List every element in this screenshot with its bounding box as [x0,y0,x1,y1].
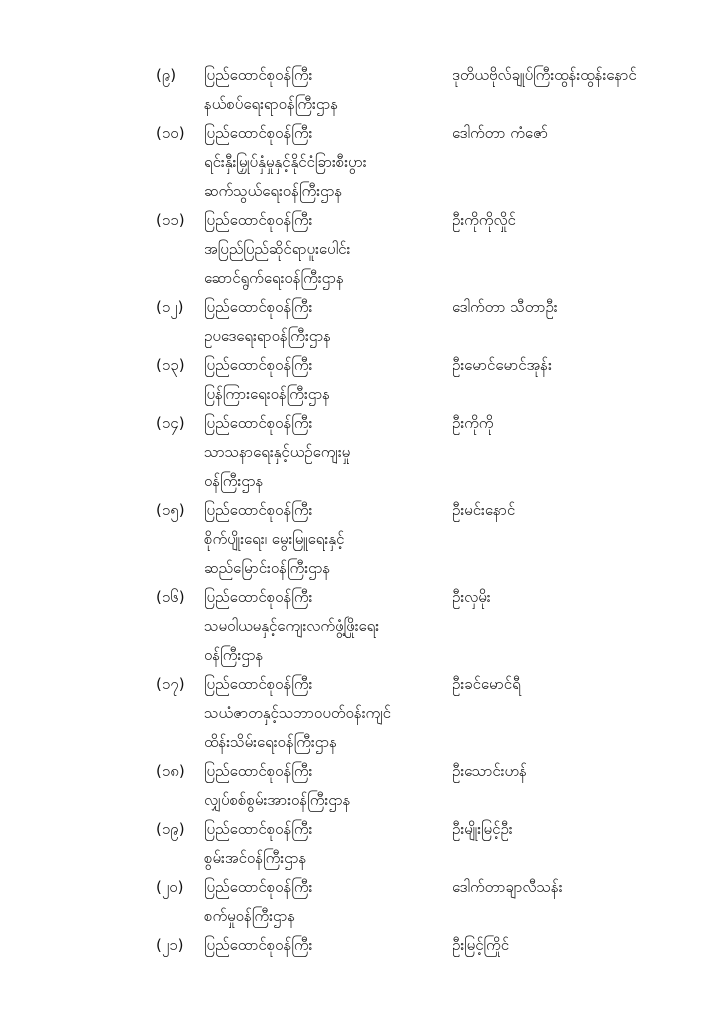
minister-name: ဦးလှမိုး [452,588,491,606]
entry-header-line [0,410,724,439]
minister-entry [0,62,724,120]
minister-name: ဦးကိုကိုလှိုင် [452,211,516,229]
minister-name: ဒုတိယဗိုလ်ချုပ်ကြီးထွန်းထွန်းနောင် [452,66,637,84]
ministry-name: စွမ်းအင်ဝန်ကြီးဌာန [204,849,307,867]
entry-header-line [0,207,724,236]
ministry-name: လျှပ်စစ်စွမ်းအားဝန်ကြီးဌာန [204,791,351,809]
entry-header-line [0,874,724,903]
ministry-line [0,439,724,468]
ministry-line [0,729,724,758]
entry-header-line [0,671,724,700]
post-title: ပြည်ထောင်စုဝန်ကြီး [204,414,313,432]
minister-name: ဒေါက်တာ သီတာဦး [452,298,558,316]
entry-number: (၁၂) [156,298,184,316]
minister-entry [0,932,724,961]
minister-entry [0,816,724,874]
ministry-line [0,236,724,265]
ministry-name: သမဝါယမနှင့်ကျေးလက်ဖွံ့ဖြိုးရေး [204,617,380,635]
ministry-name: သယံဇာတနှင့်သဘာဝပတ်ဝန်းကျင် [204,704,391,722]
post-title: ပြည်ထောင်စုဝန်ကြီး [204,356,313,374]
post-title: ပြည်ထောင်စုဝန်ကြီး [204,501,313,519]
minister-name: ဦးခင်မောင်ရီ [452,675,521,693]
minister-entry [0,207,724,294]
entry-number: (၁၄) [156,414,185,432]
ministry-line [0,555,724,584]
minister-list [0,62,724,961]
ministry-name: စက်မှုဝန်ကြီးဌာန [204,907,296,925]
entry-number: (၁၆) [156,588,185,606]
minister-entry [0,294,724,352]
entry-number: (၁၈) [156,762,185,780]
ministry-line [0,845,724,874]
ministry-line [0,642,724,671]
minister-entry [0,410,724,497]
post-title: ပြည်ထောင်စုဝန်ကြီး [204,820,313,838]
minister-name: ဒေါက်တာချာလီသန်း [452,878,563,896]
minister-entry [0,671,724,758]
entry-header-line [0,758,724,787]
minister-entry [0,497,724,584]
minister-entry [0,584,724,671]
entry-number: (၂၁) [156,936,184,954]
minister-name: ဒေါက်တာ ကံဇော် [452,124,549,142]
ministry-name: ဆက်သွယ်ရေးဝန်ကြီးဌာန [204,182,343,200]
entry-number: (၁၁) [156,211,185,229]
post-title: ပြည်ထောင်စုဝန်ကြီး [204,878,313,896]
ministry-line [0,468,724,497]
post-title: ပြည်ထောင်စုဝန်ကြီး [204,588,313,606]
ministry-name: သာသနာရေးနှင့်ယဉ်ကျေးမှု [204,443,351,461]
entry-number: (၁၅) [156,501,185,519]
entry-header-line [0,932,724,961]
ministry-name: ဥပဒေရေးရာဝန်ကြီးဌာန [204,327,332,345]
ministry-line [0,91,724,120]
post-title: ပြည်ထောင်စုဝန်ကြီး [204,124,313,142]
ministry-line [0,903,724,932]
post-title: ပြည်ထောင်စုဝန်ကြီး [204,675,313,693]
post-title: ပြည်ထောင်စုဝန်ကြီး [204,298,313,316]
entry-number: (၂၀) [156,878,184,896]
minister-name: ဦးကိုကို [452,414,494,432]
entry-header-line [0,816,724,845]
entry-number: (၁၃) [156,356,185,374]
post-title: ပြည်ထောင်စုဝန်ကြီး [204,762,313,780]
minister-name: ဦးမောင်မောင်အုန်း [452,356,552,374]
minister-entry [0,758,724,816]
entry-number: (၁၇) [156,675,185,693]
ministry-name: ဝန်ကြီးဌာန [204,472,264,490]
entry-header-line [0,497,724,526]
ministry-line [0,381,724,410]
ministry-name: အပြည်ပြည်ဆိုင်ရာပူးပေါင်း [204,240,351,258]
post-title: ပြည်ထောင်စုဝန်ကြီး [204,211,313,229]
minister-entry [0,874,724,932]
minister-name: ဦးမျိုးမြင့်ဦး [452,820,513,838]
ministry-line [0,526,724,555]
entry-number: (၁၉) [156,820,185,838]
post-title: ပြည်ထောင်စုဝန်ကြီး [204,66,313,84]
ministry-name: ပြန်ကြားရေးဝန်ကြီးဌာန [204,385,331,403]
entry-header-line [0,352,724,381]
entry-header-line [0,62,724,91]
ministry-name: ဆည်မြောင်းဝန်ကြီးဌာန [204,559,331,577]
entry-header-line [0,584,724,613]
entry-header-line [0,294,724,323]
ministry-line [0,700,724,729]
entry-number: (၉) [156,66,177,84]
ministry-name: ထိန်းသိမ်းရေးဝန်ကြီးဌာန [204,733,337,751]
ministry-name: ဆောင်ရွက်ရေးဝန်ကြီးဌာန [204,269,344,287]
ministry-line [0,178,724,207]
minister-entry [0,120,724,207]
minister-name: ဦးမြင့်ကြိုင် [452,936,510,954]
ministry-line [0,149,724,178]
ministry-name: နယ်စပ်ရေးရာဝန်ကြီးဌာန [204,95,339,113]
minister-entry [0,352,724,410]
ministry-line [0,323,724,352]
minister-name: ဦးသောင်းဟန် [452,762,527,780]
ministry-line [0,787,724,816]
ministry-name: စိုက်ပျိုးရေး၊ မွေးမြူရေးနှင့် [204,530,345,548]
entry-header-line [0,120,724,149]
minister-name: ဦးမင်းနောင် [452,501,516,519]
ministry-name: ရင်းနှီးမြှုပ်နှံမှုနှင့်နိုင်ငံခြားစီးပွား [204,153,367,171]
post-title: ပြည်ထောင်စုဝန်ကြီး [204,936,313,954]
ministry-line [0,613,724,642]
ministry-line [0,265,724,294]
entry-number: (၁၀) [156,124,185,142]
ministry-name: ဝန်ကြီးဌာန [204,646,264,664]
